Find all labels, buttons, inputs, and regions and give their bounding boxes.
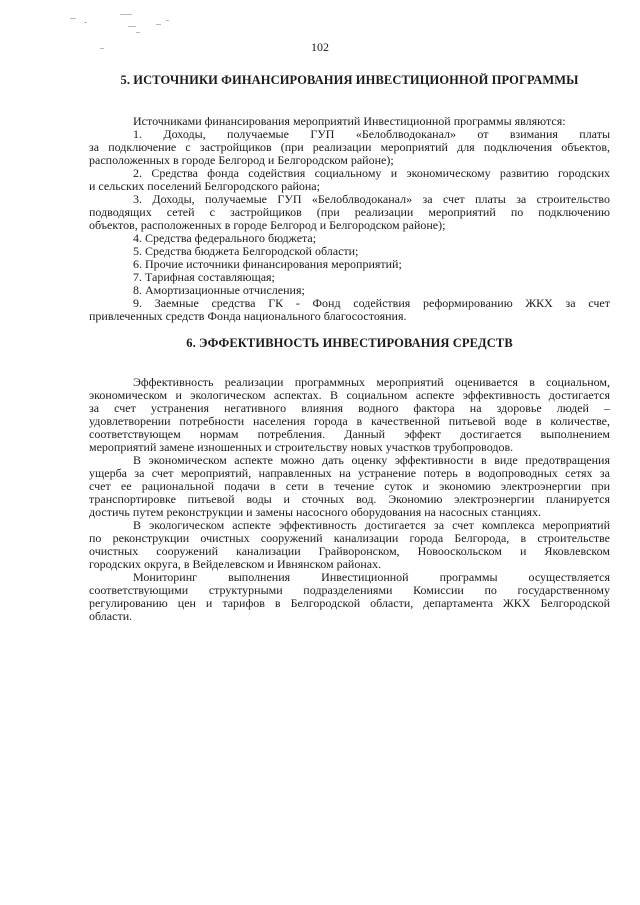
section-5-heading: 5. ИСТОЧНИКИ ФИНАНСИРОВАНИЯ ИНВЕСТИЦИОННОЙ ПРОГРАММЫ (120, 73, 579, 87)
page-number: 102 (311, 40, 329, 54)
text-line: привлеченных средств Фонда национального благосостояния. (89, 309, 407, 323)
text-line: соответствующими структурными подразделениями Комиссии по государственному (89, 583, 610, 597)
text-line: Источниками финансирования мероприятий Инвестиционной программы являются: (133, 114, 566, 128)
text-line: 5. Средства бюджета Белгородской области; (133, 244, 359, 258)
text-line: городских округа, в Вейделевском и Ивнянском районах. (89, 557, 382, 571)
text-line: В экономическом аспекте можно дать оценку эффективности в виде предотвращения (133, 453, 610, 467)
text-line: объектов, расположенных в городе Белгород и Белгородском районе); (89, 218, 446, 232)
text-line: подводящих сетей с застройщиков (при реализации мероприятий по подключению (89, 205, 610, 219)
text-line: 8. Амортизационные отчисления; (133, 283, 305, 297)
text-line: мероприятий замене изношенных и строительству новых участков трубопроводов. (89, 440, 514, 454)
text-line: очистных сооружений канализации Грайворонском, Новооскольском и Яковлевском (89, 544, 610, 558)
section-5-text (89, 115, 610, 323)
text-line: экономическом и экологическом аспектах. В социальном аспекте эффективность достигается (89, 388, 610, 402)
text-line: ущерба за счет мероприятий, направленных на устранение потерь в водопроводных сетях за (89, 466, 610, 480)
text-line: транспортировке питьевой воды и сточных вод. Экономию электроэнергии планируется (89, 492, 610, 506)
document-body (89, 74, 610, 623)
text-line: 2. Средства фонда содействия социальному и экономическому развитию городских (133, 166, 610, 180)
text-line: 6. Прочие источники финансирования мероприятий; (133, 257, 402, 271)
text-line: 7. Тарифная составляющая; (133, 270, 275, 284)
text-line: по реконструкции очистных сооружений канализации города Белгорода, в строительстве (89, 531, 610, 545)
text-line: за подключение с застройщиков (при реализации мероприятий для подключения объектов, (89, 140, 610, 154)
text-line: Эффективность реализации программных мероприятий оценивается в социальном, (133, 375, 610, 389)
text-line: соответствующем нормам потребления. Данный эффект достигается выполнением (89, 427, 610, 441)
text-line: Мониторинг выполнения Инвестиционной программы осуществляется (133, 570, 610, 584)
section-6-text (89, 376, 610, 623)
text-line: области. (89, 609, 133, 623)
scan-noise (70, 8, 180, 68)
section-6-heading: 6. ЭФФЕКТИВНОСТЬ ИНВЕСТИРОВАНИЯ СРЕДСТВ (186, 336, 513, 350)
text-line: и сельских поселений Белгородского района; (89, 179, 320, 193)
text-line: за счет устранения негативного влияния водного фактора на здоровье людей – (89, 401, 610, 415)
text-line: достичь путем реконструкции и замены насосного оборудования на насосных станциях. (89, 505, 542, 519)
text-line: 3. Доходы, получаемые ГУП «Белоблводоканал» за счет платы за строительство (133, 192, 610, 206)
text-line: расположенных в городе Белгород и Белгородском районе); (89, 153, 394, 167)
text-line: счет ее рациональной подачи в сети в течение суток и экономию электроэнергии при (89, 479, 610, 493)
text-line: удовлетворении потребности населения города в качественной питьевой воде в количестве, (89, 414, 610, 428)
text-line: 1. Доходы, получаемые ГУП «Белоблводоканал» от взимания платы (133, 127, 610, 141)
text-line: 9. Заемные средства ГК - Фонд содействия реформированию ЖКХ за счет (133, 296, 610, 310)
text-line: 4. Средства федерального бюджета; (133, 231, 317, 245)
text-line: регулированию цен и тарифов в Белгородской области, департамента ЖКХ Белгородской (89, 596, 610, 610)
text-line: В экологическом аспекте эффективность достигается за счет комплекса мероприятий (133, 518, 610, 532)
